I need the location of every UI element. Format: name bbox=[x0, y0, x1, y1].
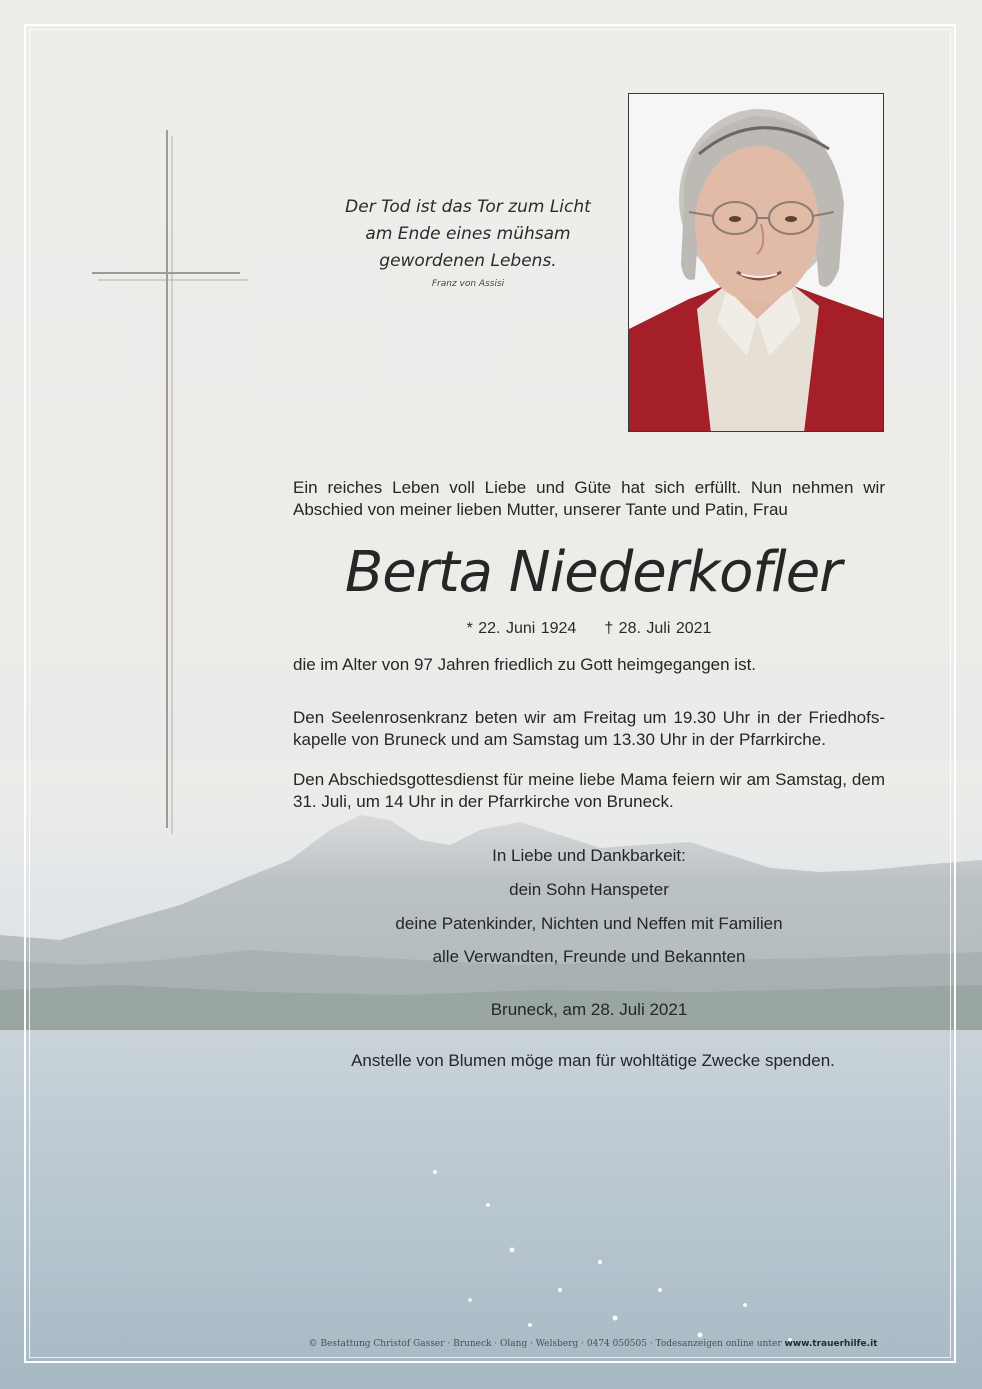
intro-text: Ein reiches Leben voll Liebe und Güte hat sich erfüllt. Nun nehmen wir Abschied von meiner lieben Mutter, unserer Tante und Patin, Frau bbox=[293, 478, 885, 519]
footer-site-link[interactable]: www.trauerhilfe.it bbox=[784, 1339, 878, 1349]
cross-shadow-vertical bbox=[171, 136, 173, 834]
cross-icon bbox=[166, 130, 168, 828]
portrait-illustration bbox=[629, 94, 884, 432]
deceased-name: Berta Niederkofler bbox=[344, 540, 842, 605]
mourner-line: deine Patenkinder, Nichten und Neffen mit Familien bbox=[395, 914, 783, 933]
rosary-text: Den Seelenrosenkranz beten wir am Freitag um 19.30 Uhr in der Friedhofs-kapelle von Bruneck und am Samstag um 13.30 Uhr in der Pfarrkirche. bbox=[293, 708, 885, 749]
birth-date: * 22. Juni 1924 bbox=[466, 620, 577, 637]
quote-line: am Ende eines mühsam bbox=[365, 224, 571, 244]
cross-shadow-horizontal bbox=[98, 279, 248, 281]
age-line: die im Alter von 97 Jahren friedlich zu Gott heimgegangen ist. bbox=[293, 655, 757, 674]
portrait-photo bbox=[628, 93, 884, 432]
quote-line: gewordenen Lebens. bbox=[379, 251, 557, 271]
place-date: Bruneck, am 28. Juli 2021 bbox=[490, 1000, 688, 1019]
life-dates bbox=[293, 620, 885, 638]
mourner-line: alle Verwandten, Freunde und Bekannten bbox=[432, 947, 746, 966]
footer-text: © Bestattung Christof Gasser · Bruneck · Olang · Welsberg · 0474 050505 · Todesanzeigen online unter bbox=[308, 1339, 785, 1349]
footer bbox=[293, 1339, 893, 1349]
flowers-note: Anstelle von Blumen möge man für wohltätige Zwecke spenden. bbox=[351, 1051, 835, 1070]
cross-icon-bar bbox=[92, 272, 240, 274]
mourners-heading: In Liebe und Dankbarkeit: bbox=[492, 846, 686, 865]
mourner-line: dein Sohn Hanspeter bbox=[509, 880, 669, 899]
quote-line: Der Tod ist das Tor zum Licht bbox=[345, 197, 591, 217]
quote bbox=[318, 194, 618, 289]
quote-author: Franz von Assisi bbox=[431, 279, 505, 289]
funeral-text: Den Abschiedsgottesdienst für meine liebe Mama feiern wir am Samstag, dem 31. Juli, um 14 Uhr in der Pfarrkirche von Bruneck. bbox=[293, 770, 885, 811]
death-date: † 28. Juli 2021 bbox=[604, 620, 712, 637]
